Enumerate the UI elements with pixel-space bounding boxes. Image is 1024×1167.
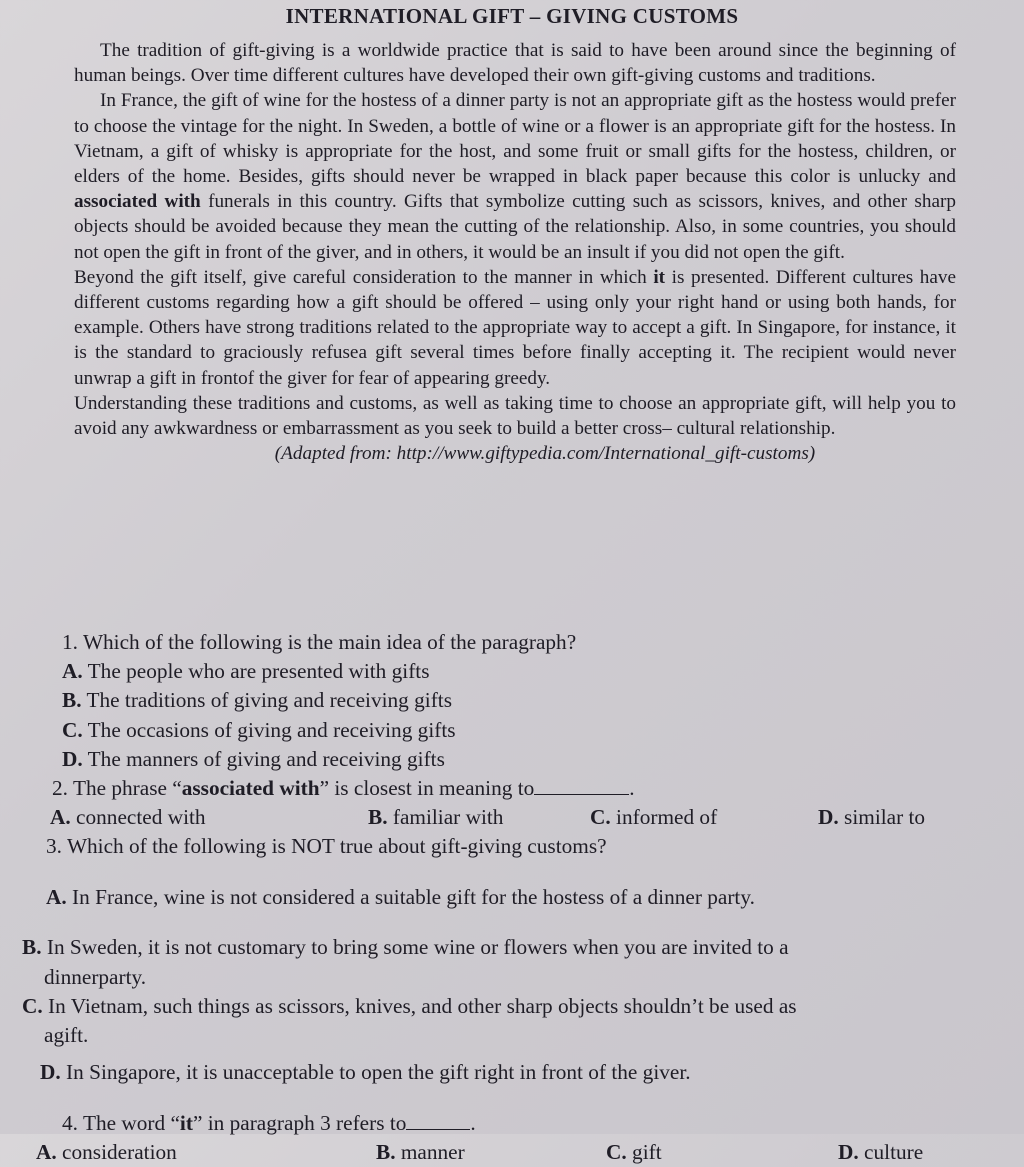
answer-blank[interactable] [534,776,629,795]
question-2-option-a[interactable] [50,803,368,832]
option-text: familiar with [392,805,504,830]
option-letter: B. [62,688,82,713]
option-letter: C. [62,717,83,742]
option-text: The occasions of giving and receiving gifts [87,717,456,742]
question-4-options [30,1138,1010,1167]
question-1-option-c[interactable] [30,716,1010,745]
question-1-option-b[interactable] [30,686,1010,715]
option-text: The people who are presented with gifts [87,659,430,684]
question-3-number: 3. [46,834,62,859]
paragraph-2-highlight: associated with [74,191,201,213]
question-4-word: it [179,1110,193,1135]
question-4-text-a: The word “ [82,1110,180,1135]
option-text: In Singapore, it is unacceptable to open the gift right in front of the giver. [66,1060,691,1085]
question-4-end: . [470,1110,476,1135]
option-letter: D. [838,1139,859,1164]
question-4-option-d[interactable] [838,1138,923,1167]
paragraph-4: Understanding these traditions and customs, as well as taking time to choose an appropriate gift, will help you to avoid any awkwardness or embarrassment as you seek to build a better cross– cultural relationship. [74,392,956,440]
option-text-continued: agift. [44,1023,89,1048]
question-2-text-a: The phrase “ [72,776,182,801]
option-text: culture [864,1139,924,1164]
option-letter: A. [62,659,83,684]
page-title: INTERNATIONAL GIFT – GIVING CUSTOMS [285,4,739,28]
question-2-option-d[interactable] [818,803,925,832]
option-letter: A. [46,884,67,909]
option-letter: D. [40,1060,61,1085]
option-letter: A. [36,1139,57,1164]
question-4-text-b: ” in paragraph 3 refers to [192,1110,407,1135]
paragraph-2-text-a: In France, the gift of wine for the hostess of a dinner party is not an appropriate gift as the hostess would prefer to choose the vintage for the night. In Sweden, a bottle of wine or a flower is an appropriate gift for the hostess. In Vietnam, a gift of whisky is appropriate for the host, and some fruit or small gifts for the hostess, children, or elders of the home. Besides, gifts should never be wrapped in black paper because this color is unlucky and [74,90,956,188]
option-text: The manners of giving and receiving gifts [87,746,445,771]
option-letter: B. [376,1139,396,1164]
question-1-text: Which of the following is the main idea of the paragraph? [82,630,577,654]
question-2-end: . [629,776,635,801]
option-text: In France, wine is not considered a suitable gift for the hostess of a dinner party. [72,884,755,909]
paragraph-1: The tradition of gift-giving is a worldwide practice that is said to have been around since the beginning of human beings. Over time different cultures have developed their own gift-giving customs and traditions. [74,40,956,87]
option-letter: B. [368,805,388,830]
option-text: similar to [844,805,926,830]
option-text: In Sweden, it is not customary to bring some wine or flowers when you are invited to a [46,935,789,960]
option-letter: D. [818,805,839,830]
answer-blank[interactable] [406,1111,470,1130]
question-list [22,628,1010,1167]
option-text: manner [400,1139,465,1164]
question-2 [30,774,1010,803]
question-4-option-a[interactable] [36,1138,376,1167]
paragraph-2 [74,88,956,264]
question-2-number: 2. [52,776,68,801]
question-4-number: 4. [62,1110,78,1135]
option-letter: C. [590,805,611,830]
option-letter: C. [22,993,43,1018]
paragraph-3-text-a: Beyond the gift itself, give careful consideration to the manner in which [74,266,654,288]
question-4-option-b[interactable] [376,1138,606,1167]
question-3-option-a[interactable] [30,883,1010,912]
option-text: consideration [62,1139,177,1164]
option-text: The traditions of giving and receiving gifts [86,688,452,713]
reading-passage [74,38,956,466]
paragraph-3-highlight: it [653,266,666,288]
option-text: In Vietnam, such things as scissors, knives, and other sharp objects shouldn’t be used as [48,993,797,1018]
question-4-option-c[interactable] [606,1138,838,1167]
option-letter: C. [606,1139,627,1164]
paragraph-2-text-b: funerals in this country. Gifts that symbolize cutting such as scissors, knives, and other sharp objects should be avoided because they mean the cutting of the relationship. Also, in some countries, you should not open the gift in front of the giver, and in others, it would be an insult if you did not open the gift. [74,191,956,263]
question-1-option-d[interactable] [30,745,1010,774]
option-text: informed of [616,805,718,830]
question-3-text: Which of the following is NOT true about gift-giving customs? [66,834,607,859]
question-3-option-d[interactable] [30,1058,1010,1087]
option-letter: A. [50,805,71,830]
question-2-options [30,803,1010,832]
option-text: connected with [76,805,206,830]
paragraph-3 [74,265,956,391]
question-2-text-b: ” is closest in meaning to [319,776,535,801]
question-1-number: 1. [62,630,78,654]
question-2-phrase: associated with [181,776,320,801]
question-3-option-c[interactable] [10,992,1010,1050]
question-1-option-a[interactable] [30,657,1010,686]
option-letter: B. [22,935,42,960]
option-text-continued: dinnerparty. [44,964,147,989]
question-3-option-b[interactable] [10,933,1010,991]
question-1 [30,628,1010,657]
source-citation: (Adapted from: http://www.giftypedia.com/International_gift-customs) [274,443,816,465]
paragraph-3-text-b: is presented. Different cultures have different customs regarding how a gift should be offered – using only your right hand or using both hands, for example. Others have strong traditions related to the appropriate way to accept a gift. In Singapore, for instance, it is the standard to graciously refusea gift several times before finally accepting it. The recipient would never unwrap a gift in frontof the giver for fear of appearing greedy. [74,266,956,389]
question-3 [30,832,1010,861]
option-letter: D. [62,746,83,771]
option-text: gift [632,1139,662,1164]
question-2-option-b[interactable] [368,803,590,832]
question-2-option-c[interactable] [590,803,818,832]
